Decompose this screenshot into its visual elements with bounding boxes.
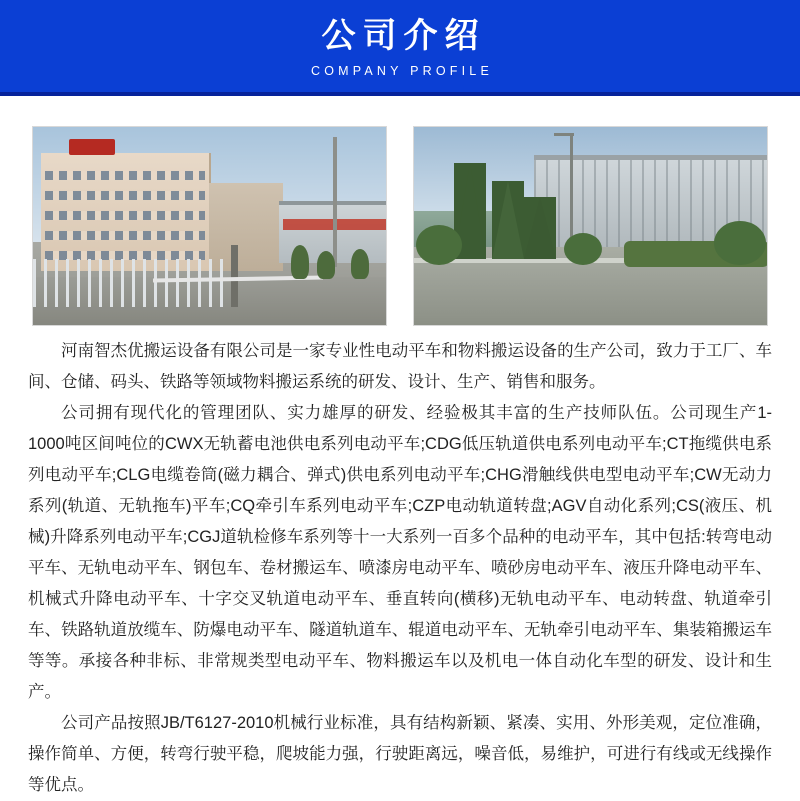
roof-sign — [69, 139, 115, 155]
photo-gallery — [0, 96, 800, 328]
retractable-gate — [33, 259, 223, 310]
street-lamp — [570, 133, 573, 237]
conifer-tree — [524, 197, 556, 259]
factory-gate-photo — [32, 126, 387, 326]
page-subtitle: COMPANY PROFILE — [310, 64, 493, 78]
paragraph-products: 公司拥有现代化的管理团队、实力雄厚的研发、经验极其丰富的生产技师队伍。公司现生产1-1000吨区间吨位的CWX无轨蓄电池供电系列电动平车;CDG低压轨道供电系列电动平车;CT拖缆供电系列电动平车;CLG电缆卷筒(磁力耦合、弹式)供电系列电动平车;CHG滑触线供电型电动平车;CW无动力系列(轨道、无轨拖车)平车;CQ牵引车系列电动平车;CZP电动轨道转盘;AGV自动化系列;CS(液压、机械)升降系列电动平车;CGJ道轨检修车系列等十一大系列一百多个品种的电动平车，其中包括:转弯电动平车、无轨电动平车、钢包车、卷材搬运车、喷漆房电动平车、喷砂房电动平车、液压升降电动平车、机械式升降电动平车、十字交叉轨道电动平车、垂直转向(横移)无轨电动平车、电动转盘、轨道牵引车、铁路轨道放缆车、防爆电动平车、隧道轨道车、辊道电动平车、无轨牵引电动平车、集装箱搬运车等等。承接各种非标、非常规类型电动平车、物料搬运车以及机电一体自动化车型的研发、设计和生产。 — [28, 404, 772, 701]
page-title: 公司介绍 — [321, 17, 486, 55]
header-text-block — [0, 0, 800, 96]
side-building — [209, 183, 283, 271]
building-floor — [45, 231, 205, 240]
factory-road-photo — [413, 126, 768, 326]
paragraph-intro: 河南智杰优搬运设备有限公司是一家专业性电动平车和物料搬运设备的生产公司，致力于工厂、车间、仓储、码头、铁路等领域物料搬运系统的研发、设计、生产、销售和服务。 — [28, 342, 772, 391]
building-floor — [45, 191, 205, 200]
light-pole — [333, 137, 337, 267]
office-building — [41, 153, 211, 271]
paragraph-standards: 公司产品按照JB/T6127-2010机械行业标准，具有结构新颖、紧凑、实用、外形美观，定位准确，操作简单、方便，转弯行驶平稳，爬坡能力强，行驶距离远，噪音低，易维护，可进行有线或无线操作等优点。 — [28, 714, 772, 794]
bush — [714, 221, 766, 265]
bush — [416, 225, 462, 265]
tree — [317, 251, 335, 279]
page-header-banner — [0, 0, 800, 96]
conifer-tree — [492, 181, 524, 259]
building-floor — [45, 171, 205, 180]
tree — [291, 245, 309, 279]
company-description — [0, 336, 800, 801]
tree — [351, 249, 369, 279]
building-floor — [45, 211, 205, 220]
gate-post — [231, 245, 238, 307]
bush — [564, 233, 602, 265]
